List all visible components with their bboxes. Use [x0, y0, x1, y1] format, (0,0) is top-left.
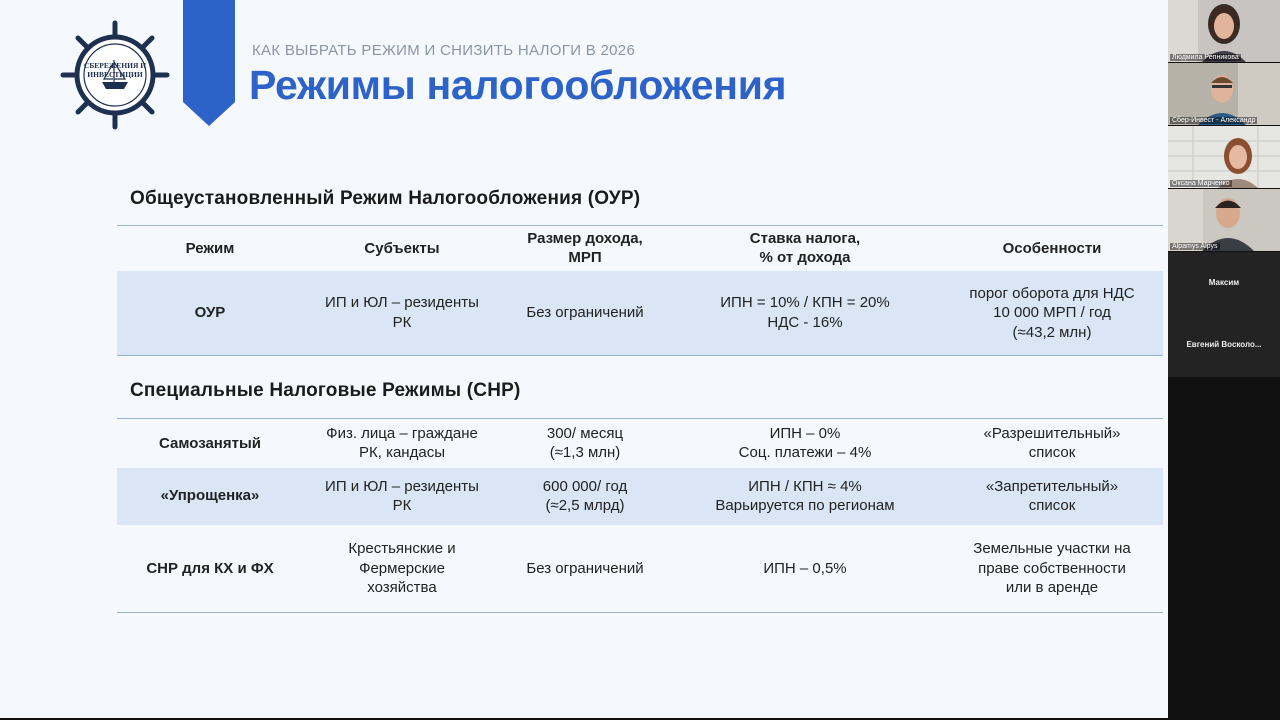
rate-cell: ИПН – 0% Соц. платежи – 4% [738, 424, 872, 462]
participant-video-tile[interactable] [1168, 0, 1280, 62]
logo-text-line1: СБЕРЕЖЕНИЯ И [83, 61, 147, 70]
participant-video-tile[interactable] [1168, 63, 1280, 125]
participant-name: Оксана Марченко [1172, 180, 1230, 187]
our-heading: Общеустановленный Режим Налогообложения (ОУР) [130, 188, 641, 209]
rate-cell: ИПН / КПН ≈ 4% Варьируется по регионам [669, 468, 941, 525]
col-header-subjects: Субъекты [364, 239, 440, 257]
table-row [117, 468, 1163, 525]
logo-text-line2: ИНВЕСТИЦИИ [87, 70, 143, 79]
participant-name[interactable]: Максим [1208, 278, 1240, 287]
audio-only-participants [1168, 252, 1280, 377]
subjects-cell: Крестьянские и Фермерские хозяйства [348, 540, 456, 596]
participant-name: Сбер-Инвест - Александр [1172, 117, 1256, 124]
snr-heading: Специальные Налоговые Режимы (СНР) [130, 380, 521, 401]
features-cell: «Разрешительный» список [983, 424, 1121, 462]
bookmark-ribbon-icon [183, 0, 235, 126]
regime-name: СНР для КХ и ФХ [146, 559, 274, 577]
income-cell: Без ограничений [501, 271, 669, 356]
features-cell: «Запретительный» список [941, 468, 1163, 525]
participants-panel [1168, 0, 1280, 720]
col-header-income: Размер дохода, МРП [527, 229, 643, 267]
subjects-cell: Физ. лица – граждане РК, кандасы [326, 424, 478, 462]
col-header-regime: Режим [185, 239, 235, 257]
regime-name: Самозанятый [158, 434, 261, 452]
presentation-subtitle: КАК ВЫБРАТЬ РЕЖИМ И СНИЗИТЬ НАЛОГИ В 2026 [252, 42, 636, 59]
features-cell: порог оборота для НДС 10 000 МРП / год (≈43,2 млн) [941, 271, 1163, 356]
subjects-cell: ИП и ЮЛ – резиденты РК [303, 468, 501, 525]
participant-video-image [1168, 126, 1280, 188]
table-row [117, 525, 1163, 613]
participant-name: Alpamys Alpys [1172, 243, 1218, 250]
participant-video-tile[interactable] [1168, 189, 1280, 251]
helm-logo-icon [62, 22, 168, 128]
table-row [117, 271, 1163, 356]
participant-name[interactable]: Евгений Восколо... [1186, 340, 1262, 349]
snr-table [117, 418, 1163, 613]
subjects-cell: ИП и ЮЛ – резиденты РК [303, 271, 501, 356]
features-cell: Земельные участки на праве собственности или в аренде [973, 540, 1131, 596]
rate-cell: ИПН = 10% / КПН = 20% НДС - 16% [669, 271, 941, 356]
regime-name: «Упрощенка» [117, 468, 303, 525]
col-header-features: Особенности [1002, 239, 1102, 257]
income-cell: 600 000/ год (≈2,5 млрд) [501, 468, 669, 525]
participant-video-tile[interactable] [1168, 126, 1280, 188]
col-header-rate: Ставка налога, % от дохода [749, 229, 861, 267]
income-cell: 300/ месяц (≈1,3 млн) [546, 424, 624, 462]
income-cell: Без ограничений [526, 559, 644, 577]
regime-name: ОУР [117, 271, 303, 356]
our-table [117, 225, 1163, 356]
participant-video-image [1168, 189, 1280, 251]
our-header-row [117, 226, 1163, 271]
participant-video-image [1168, 0, 1280, 62]
participant-video-image [1168, 63, 1280, 125]
table-row [117, 419, 1163, 468]
participant-name: Людмила Репникова [1172, 54, 1239, 61]
rate-cell: ИПН – 0,5% [763, 559, 847, 577]
slide-title: Режимы налогообложения [249, 62, 787, 108]
